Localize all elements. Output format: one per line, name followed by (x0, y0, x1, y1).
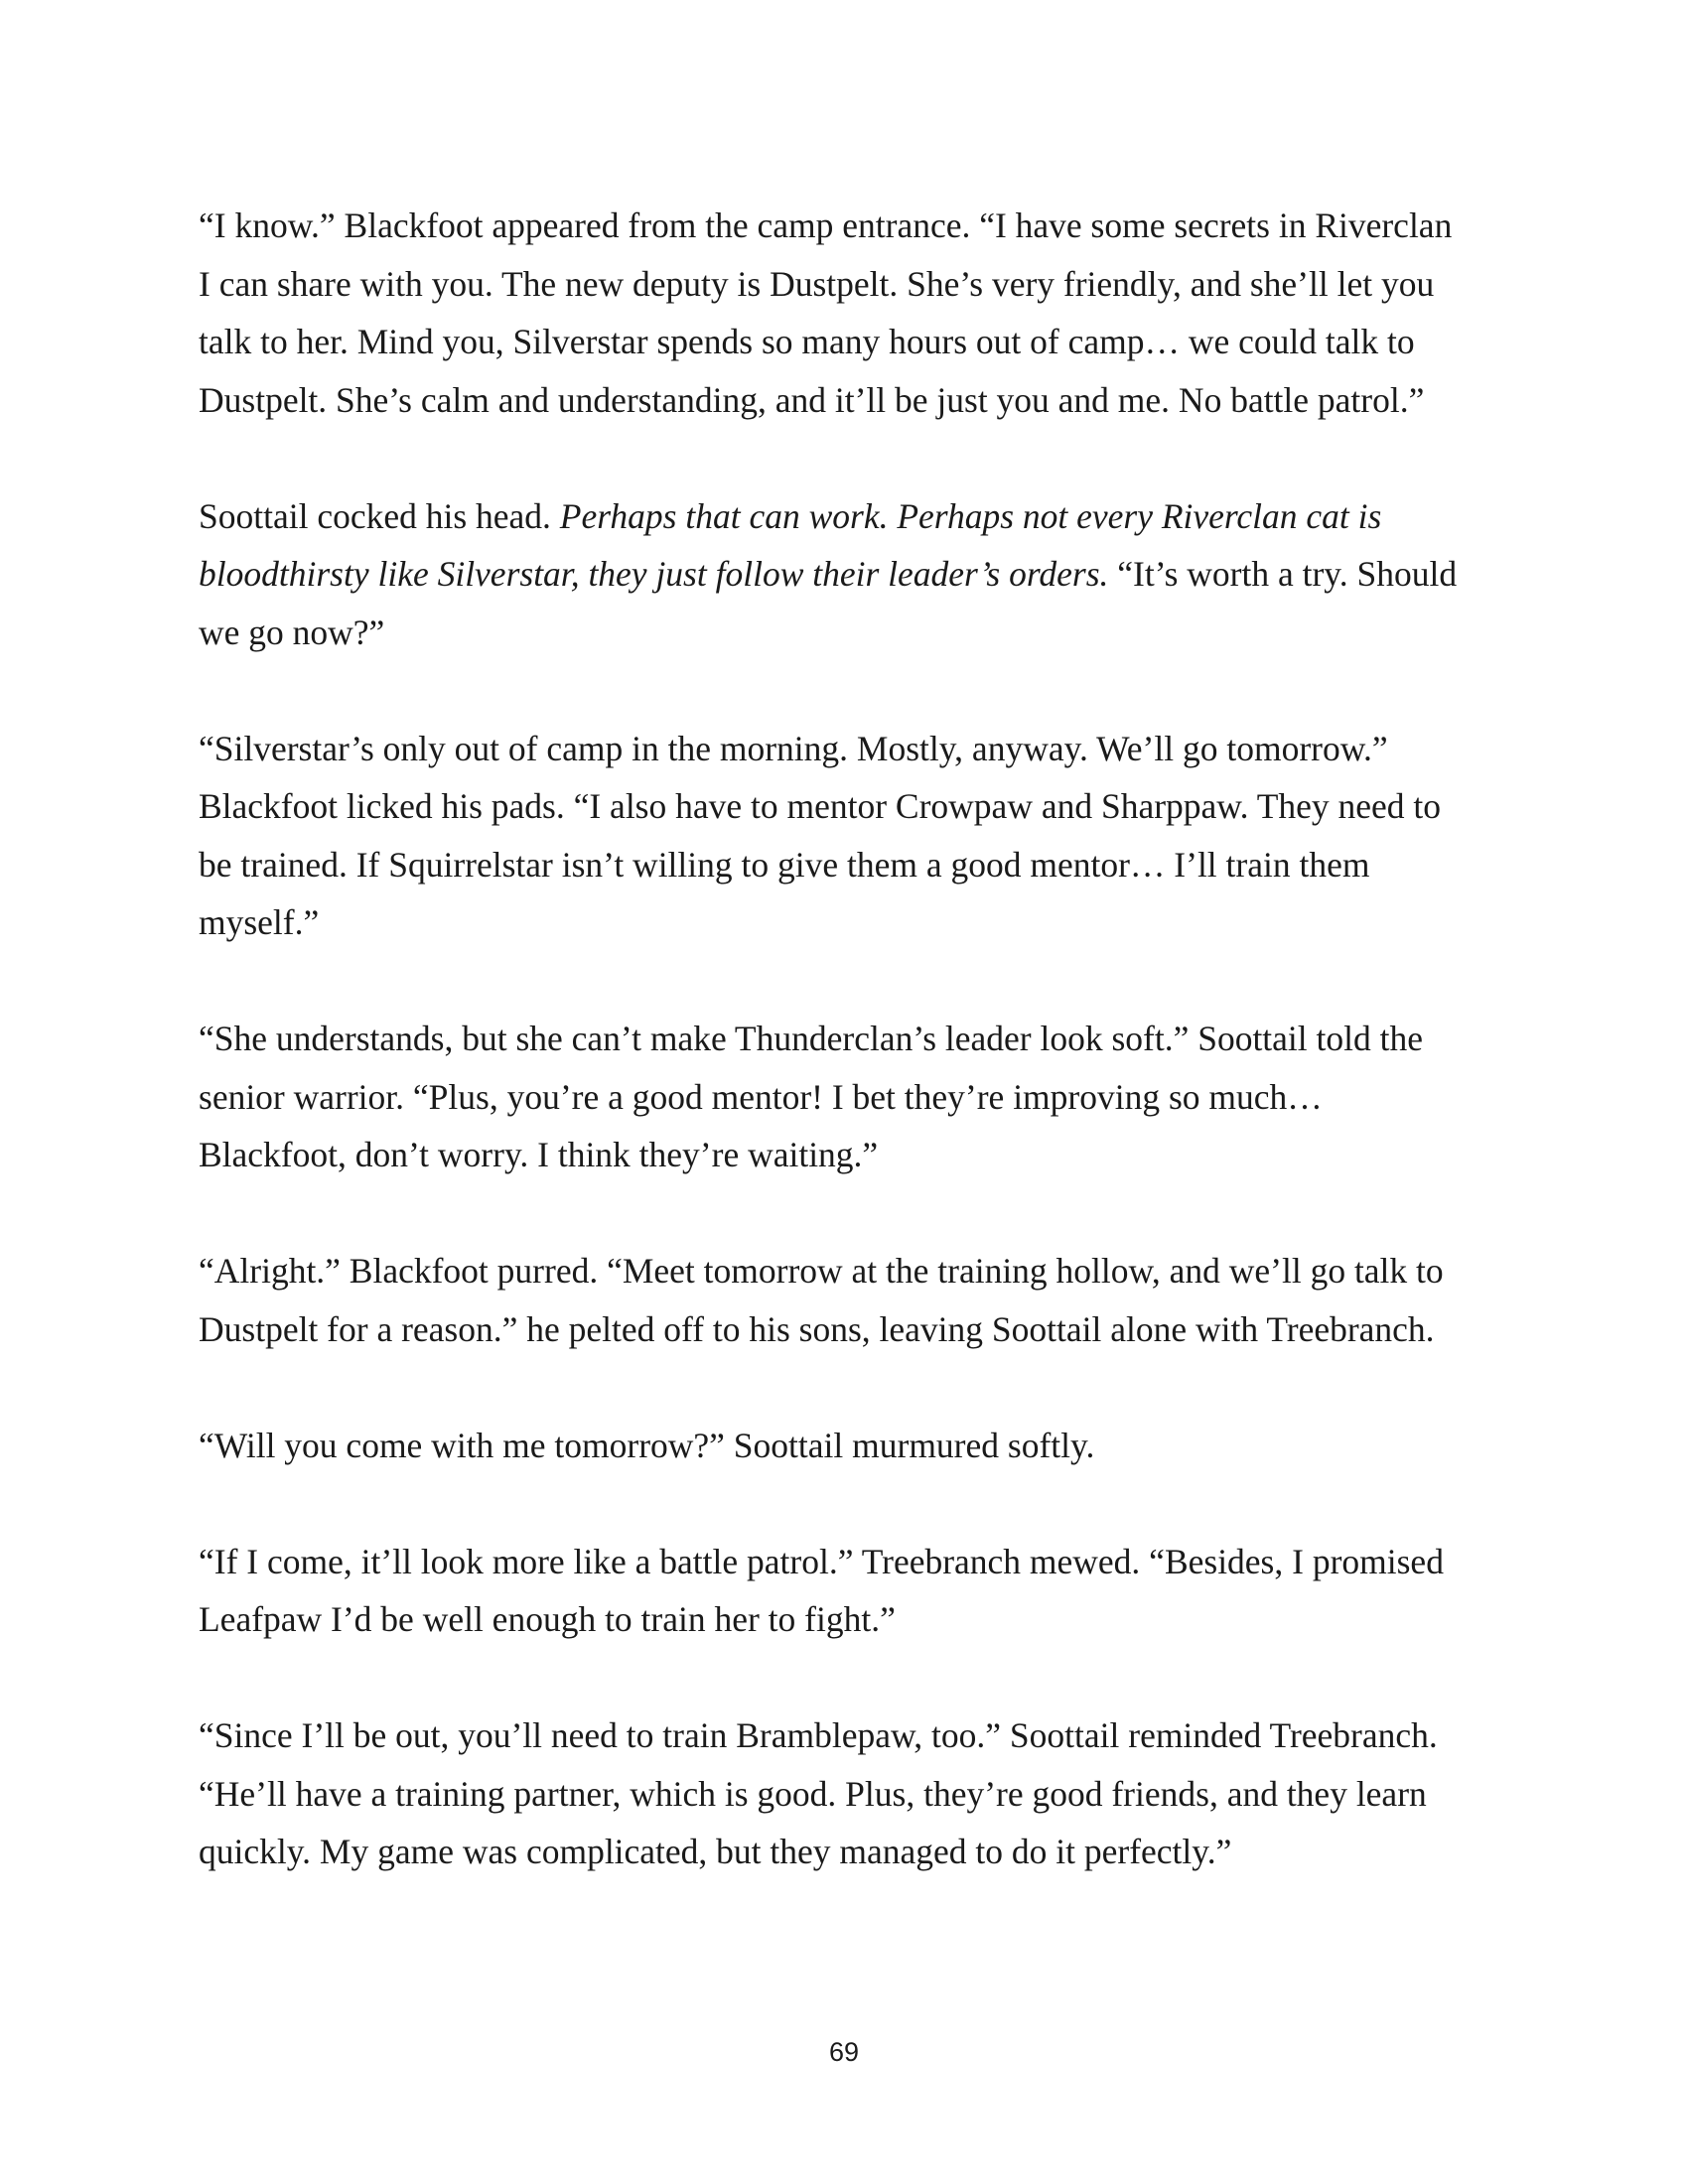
paragraph-2 (199, 487, 1489, 662)
paragraph-3: “Silverstar’s only out of camp in the morning. Mostly, anyway. We’ll go tomorrow.” Blackfoot licked his pads. “I also have to mentor Crowpaw and Sharppaw. They need to be trained. If Squirrelstar isn’t willing to give them a good mentor… I’ll train them myself.” (199, 728, 1442, 942)
paragraph-8: “Since I’ll be out, you’ll need to train Bramblepaw, too.” Soottail reminded Treebranch. “He’ll have a training partner, which is good. Plus, they’re good friends, and they learn quickly. My game was complicated, but they managed to do it perfectly.” (199, 1715, 1438, 1871)
paragraph-6: “Will you come with me tomorrow?” Soottail murmured softly. (199, 1425, 1095, 1465)
paragraph-1: “I know.” Blackfoot appeared from the camp entrance. “I have some secrets in Riverclan I can share with you. The new deputy is Dustpelt. She’s very friendly, and she’ll let you talk to her. Mind you, Silverstar spends so many hours out of camp… we could talk to Dustpelt. She’s calm and understanding, and it’ll be just you and me. No battle patrol.” (199, 205, 1453, 420)
body-text (199, 197, 1489, 1881)
paragraph-2-lead: Soottail cocked his head. (199, 495, 560, 536)
paragraph-2-italic-thought: Perhaps that can work. Perhaps not every Riverclan cat is bloodthirsty like Silverstar, they just follow their leader’s orders. (199, 495, 1382, 594)
paragraph-4: “She understands, but she can’t make Thunderclan’s leader look soft.” Soottail told the senior warrior. “Plus, you’re a good mentor! I bet they’re improving so much… Blackfoot, don’t worry. I think they’re waiting.” (199, 1019, 1424, 1174)
paragraph-2-tail: “It’s worth a try. Should we go now?” (199, 554, 1458, 652)
paragraph-5: “Alright.” Blackfoot purred. “Meet tomorrow at the training hollow, and we’ll go talk to Dustpelt for a reason.” he pelted off to his sons, leaving Soottail alone with Treebranch. (199, 1251, 1444, 1349)
page-number: 69 (828, 2037, 860, 2067)
paragraph-7: “If I come, it’ll look more like a battle patrol.” Treebranch mewed. “Besides, I promised Leafpaw I’d be well enough to train her to fight.” (199, 1541, 1444, 1639)
